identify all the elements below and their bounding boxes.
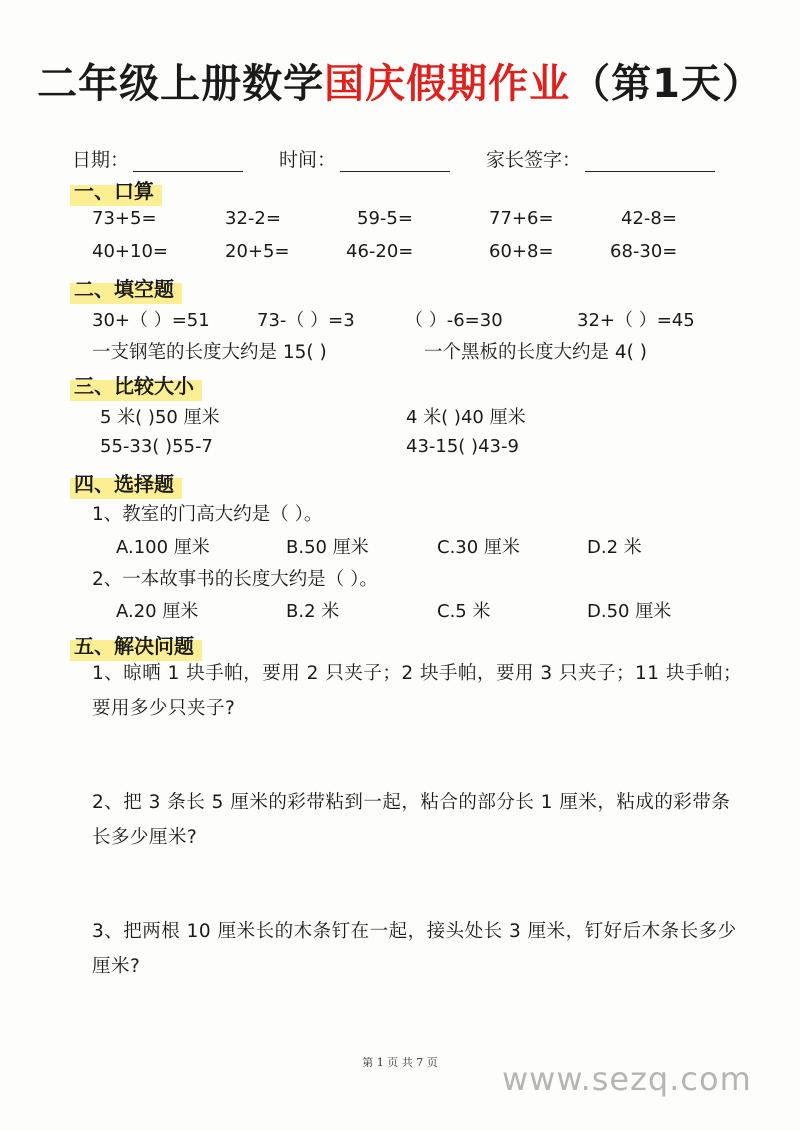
time-label: 时间：	[279, 149, 337, 171]
oral-item: 68-30=	[610, 241, 678, 262]
date-line[interactable]	[133, 151, 243, 172]
page-footer: 第 1 页 共 7 页	[362, 1056, 438, 1069]
fill-row-2	[0, 338, 800, 362]
page-title	[0, 52, 800, 109]
oral-row-1	[0, 208, 800, 232]
time-line[interactable]	[340, 151, 450, 172]
fill-item: 32+（ ）=45	[577, 310, 695, 331]
option-a[interactable]: A.20 厘米	[116, 601, 199, 622]
oral-row-2	[0, 241, 800, 265]
watermark: www.sezq.com	[502, 1060, 752, 1098]
compare-item: 43-15( )43-9	[406, 436, 519, 457]
choice-question-1	[92, 500, 692, 526]
option-d[interactable]: D.2 米	[587, 537, 642, 558]
info-row	[72, 146, 732, 172]
question-text: 1、教室的门高大约是（ ）。	[92, 504, 323, 525]
oral-item: 40+10=	[92, 241, 168, 262]
date-field	[72, 145, 243, 172]
section-5-title: 五、解决问题	[70, 629, 202, 661]
fill-item: 一个黑板的长度大约是 4( )	[424, 342, 647, 363]
choice-options-1	[0, 533, 800, 557]
section-1-title: 一、口算	[70, 174, 162, 206]
fill-item: （ ）-6=30	[405, 310, 503, 331]
oral-item: 20+5=	[225, 241, 290, 262]
option-c[interactable]: C.5 米	[437, 601, 491, 622]
time-field	[279, 145, 450, 172]
option-a[interactable]: A.100 厘米	[116, 537, 210, 558]
fill-item: 73-（ ）=3	[257, 310, 355, 331]
option-b[interactable]: B.2 米	[286, 601, 340, 622]
choice-question-2	[92, 565, 692, 591]
compare-item: 5 米( )50 厘米	[100, 407, 220, 428]
title-suffix: （第1天）	[570, 61, 763, 107]
option-c[interactable]: C.30 厘米	[437, 537, 520, 558]
question-text: 2、一本故事书的长度大约是（ ）。	[92, 569, 378, 590]
date-label: 日期：	[72, 149, 130, 171]
option-d[interactable]: D.50 厘米	[587, 601, 672, 622]
section-3-title: 三、比较大小	[70, 369, 202, 401]
compare-row-2	[0, 436, 800, 460]
sign-label: 家长签字：	[486, 149, 582, 171]
oral-item: 73+5=	[92, 208, 157, 229]
fill-item: 一支钢笔的长度大约是 15( )	[92, 342, 327, 363]
problem-1: 1、晾晒 1 块手帕，要用 2 只夹子；2 块手帕，要用 3 只夹子；11 块手帕；要用多少只夹子?	[92, 663, 742, 719]
compare-item: 55-33( )55-7	[100, 436, 213, 457]
oral-item: 60+8=	[489, 241, 554, 262]
oral-item: 59-5=	[357, 208, 413, 229]
fill-item: 30+（ ）=51	[92, 310, 210, 331]
title-prefix: 二年级上册数学	[37, 61, 325, 107]
choice-options-2	[0, 597, 800, 621]
section-2-title: 二、填空题	[70, 272, 182, 304]
oral-item: 42-8=	[621, 208, 677, 229]
problem-2: 2、把 3 条长 5 厘米的彩带粘到一起，粘合的部分长 1 厘米，粘成的彩带条长多少厘米?	[92, 792, 731, 848]
option-b[interactable]: B.50 厘米	[286, 537, 369, 558]
oral-item: 46-20=	[346, 241, 414, 262]
compare-row-1	[0, 403, 800, 427]
problem-3: 3、把两根 10 厘米长的木条钉在一起，接头处长 3 厘米，钉好后木条长多少厘米?	[92, 921, 737, 977]
oral-item: 77+6=	[489, 208, 554, 229]
oral-item: 32-2=	[225, 208, 281, 229]
fill-row-1	[0, 306, 800, 330]
compare-item: 4 米( )40 厘米	[406, 407, 526, 428]
sign-line[interactable]	[585, 151, 715, 172]
title-highlight: 国庆假期作业	[324, 61, 571, 107]
sign-field	[486, 145, 715, 172]
section-4-title: 四、选择题	[70, 467, 182, 499]
